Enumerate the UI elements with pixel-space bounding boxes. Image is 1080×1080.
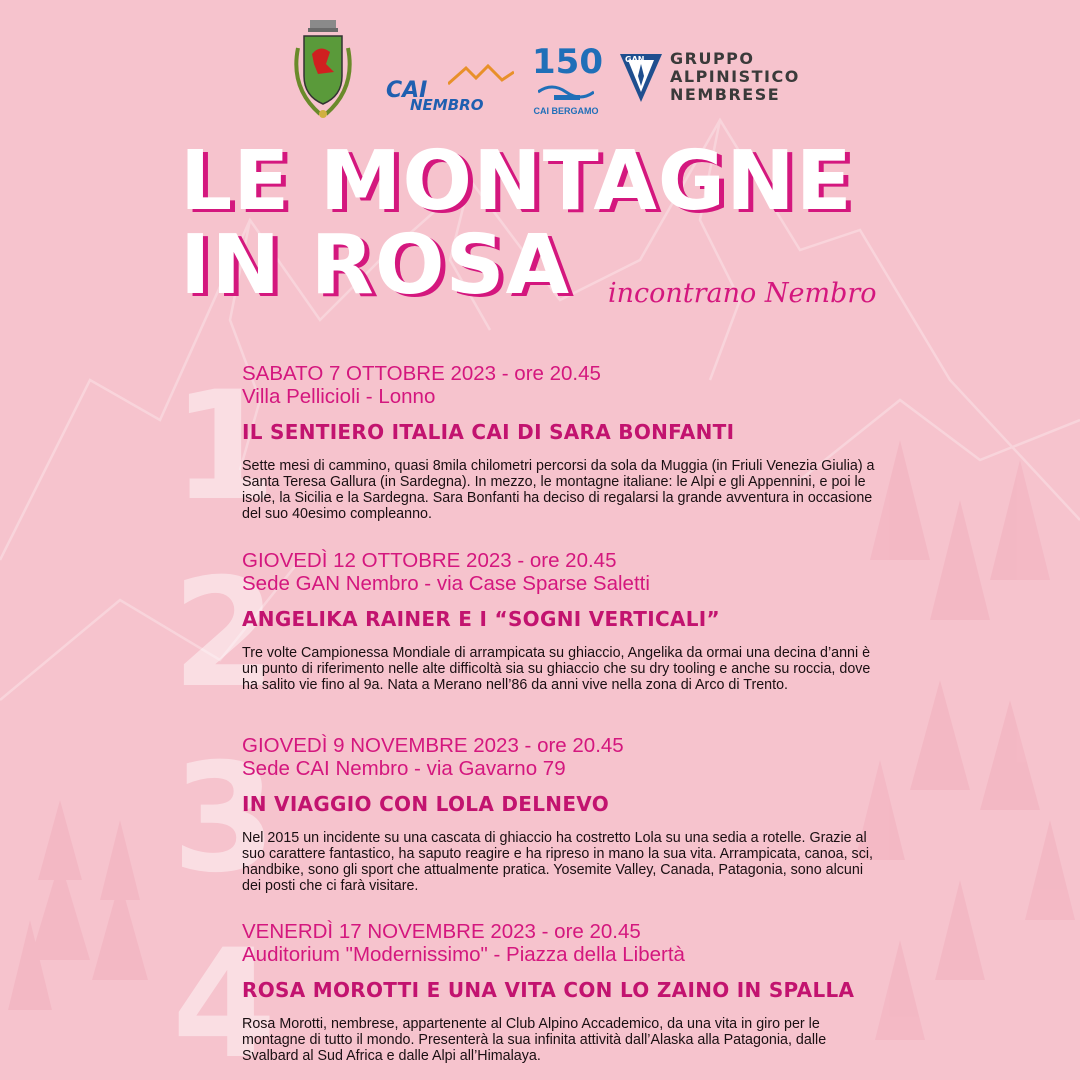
logo-bar bbox=[0, 14, 1080, 124]
event-date: VENERDÌ 17 NOVEMBRE 2023 - ore 20.45 bbox=[242, 920, 641, 943]
gan-line-3: NEMBRESE bbox=[670, 85, 781, 104]
event-description: Sette mesi di cammino, quasi 8mila chilometri percorsi da sola da Muggia (in Friuli Venezia Giulia) a Santa Teresa Gallura (in Sardegna). In mezzo, le montagne italiane: le Alpi e gli Appennini, e poi le isole, la Sicilia e la Sardegna. Sara Bonfanti ha deciso di regalarsi la grande avventura in occasione del suo 40esimo compleanno. bbox=[242, 458, 875, 522]
title-line-1: LE MONTAGNE bbox=[180, 134, 853, 229]
event-title: IN VIAGGIO CON LOLA DELNEVO bbox=[242, 792, 610, 816]
event-title: ROSA MOROTTI E UNA VITA CON LO ZAINO IN SPALLA bbox=[242, 978, 855, 1002]
wave-icon bbox=[538, 82, 594, 102]
gan-logo-text bbox=[670, 50, 800, 104]
event-3 bbox=[172, 732, 882, 906]
event-date: GIOVEDÌ 9 NOVEMBRE 2023 - ore 20.45 bbox=[242, 734, 624, 757]
event-date: GIOVEDÌ 12 OTTOBRE 2023 - ore 20.45 bbox=[242, 549, 617, 572]
event-description: Tre volte Campionessa Mondiale di arrampicata su ghiaccio, Angelika da ormai una decina d’anni è un punto di riferimento nelle alte difficoltà sia su ghiaccio che su dry tooling e anche su roccia, dove ha salito vie fino al 9a. Nata a Merano nell’86 da anni vive nella zona di Arco di Trento. bbox=[242, 645, 871, 693]
gan-line-1: GRUPPO bbox=[670, 49, 755, 68]
event-number: 4 bbox=[172, 918, 277, 1080]
event-title: ANGELIKA RAINER E I “SOGNI VERTICALI” bbox=[242, 607, 720, 631]
event-1 bbox=[172, 360, 882, 534]
event-date: SABATO 7 OTTOBRE 2023 - ore 20.45 bbox=[242, 362, 601, 385]
cai-nembro-logo bbox=[386, 64, 516, 116]
page-subtitle: incontrano Nembro bbox=[608, 278, 877, 309]
cai-bergamo-label: CAI BERGAMO bbox=[533, 106, 599, 116]
cai-bergamo-150-logo bbox=[532, 42, 603, 124]
trees-left bbox=[8, 800, 148, 1010]
gan-badge-text: GAN bbox=[625, 55, 645, 64]
mountain-peaks-icon bbox=[448, 64, 514, 86]
event-description: Nel 2015 un incidente su una cascata di ghiaccio ha costretto Lola su una sedia a rotelle. Grazie al suo carattere fantastico, ha saputo reagire e ha ripreso in mano la sua vita. Arrampicata, canoa, sci, handbike, sono gli sport che attualmente pratica. Yosemite Valley, Canada, Patagonia, sono alcuni dei posti che ci farà visitare. bbox=[242, 830, 873, 894]
municipality-crest-icon bbox=[290, 18, 356, 124]
gan-logo bbox=[618, 49, 800, 120]
event-number: 1 bbox=[172, 360, 277, 534]
event-place: Villa Pellicioli - Lonno bbox=[242, 385, 436, 408]
event-number: 3 bbox=[172, 732, 277, 906]
cai-logo-subtext: NEMBRO bbox=[410, 96, 484, 114]
event-4 bbox=[172, 918, 882, 1080]
event-place: Sede CAI Nembro - via Gavarno 79 bbox=[242, 757, 566, 780]
gan-line-2: ALPINISTICO bbox=[670, 67, 800, 86]
anniversary-number: 150 bbox=[532, 42, 603, 82]
event-title: IL SENTIERO ITALIA CAI DI SARA BONFANTI bbox=[242, 420, 735, 444]
event-2 bbox=[172, 547, 882, 721]
event-number: 2 bbox=[172, 547, 277, 721]
gan-badge-icon bbox=[618, 52, 664, 104]
event-description: Rosa Morotti, nembrese, appartenente al Club Alpino Accademico, da una vita in giro per le montagne di tutto il mondo. Presenterà la sua infinita attività dall’Alaska alla Patagonia, dalle Svalbard al Sud Africa e dalle Alpi all’Himalaya. bbox=[242, 1016, 827, 1064]
title-line-2: IN ROSA bbox=[180, 218, 571, 313]
trees-right bbox=[855, 440, 1075, 1040]
cai-logo-text: CAI bbox=[386, 78, 428, 103]
event-place: Auditorium "Modernissimo" - Piazza della Libertà bbox=[242, 943, 685, 966]
event-place: Sede GAN Nembro - via Case Sparse Saletti bbox=[242, 572, 650, 595]
